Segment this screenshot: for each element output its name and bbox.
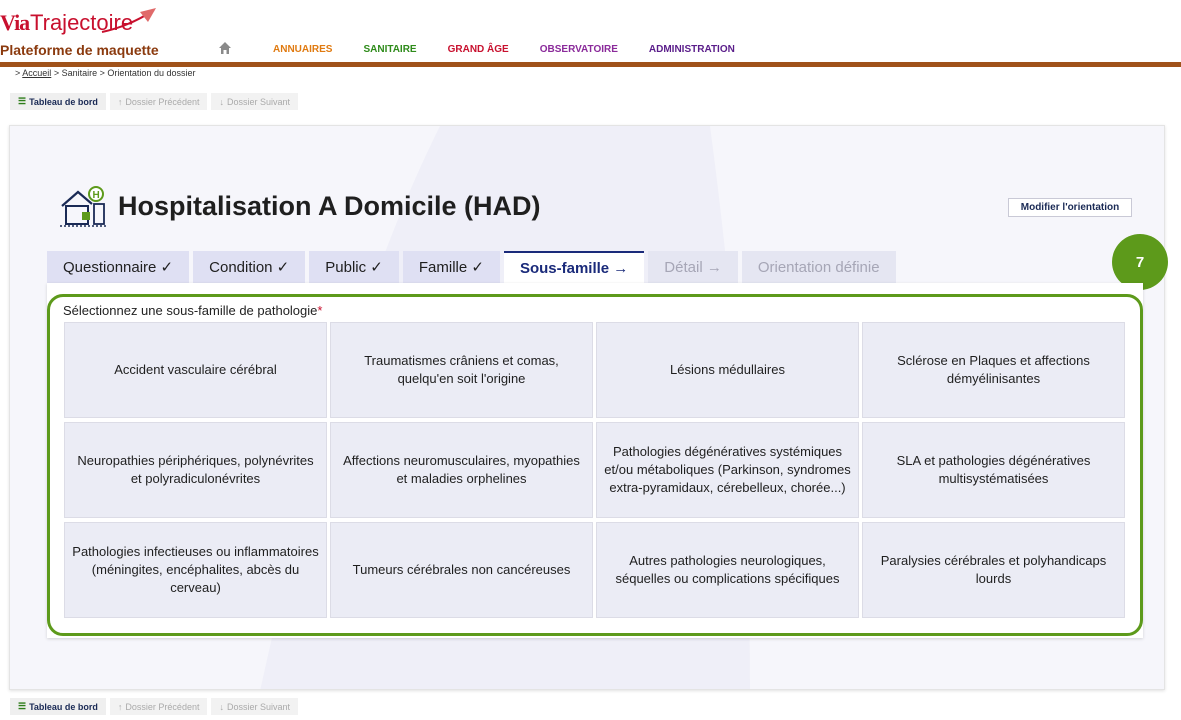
next-file-button[interactable] (211, 93, 298, 110)
subfamily-option[interactable]: Affections neuromusculaires, myopathies et maladies orphelines (330, 422, 593, 518)
subfamily-option[interactable]: Lésions médullaires (596, 322, 859, 418)
breadcrumb (15, 68, 195, 78)
arrow-down-icon: ↓ (219, 96, 224, 107)
subfamily-question (63, 303, 322, 318)
arrow-down-icon: ↓ (219, 701, 224, 712)
dashboard-label: Tableau de bord (29, 96, 98, 107)
previous-file-button[interactable] (110, 93, 208, 110)
list-icon: ☰ (18, 96, 27, 106)
next-file-label: Dossier Suivant (226, 96, 290, 107)
modify-orientation-button[interactable]: Modifier l'orientation (1008, 198, 1132, 217)
orientation-panel (9, 125, 1165, 690)
nav-item-observatoire[interactable]: OBSERVATOIRE (539, 44, 618, 55)
breadcrumb-section: Sanitaire (61, 68, 98, 78)
previous-file-button[interactable] (110, 698, 208, 715)
subfamily-option[interactable]: Autres pathologies neurologiques, séquelles ou complications spécifiques (596, 522, 859, 618)
page-title: Hospitalisation A Domicile (HAD) (118, 190, 541, 221)
question-label: Sélectionnez une sous-famille de pathologie (63, 303, 318, 318)
subfamily-option[interactable]: SLA et pathologies dégénératives multisystématisées (862, 422, 1125, 518)
home-icon[interactable] (218, 41, 232, 55)
dashboard-label: Tableau de bord (29, 701, 98, 712)
home-hospital-icon (58, 184, 108, 228)
tab-step-7: Orientation définie (742, 251, 896, 283)
top-toolbar (10, 93, 298, 110)
subfamily-option[interactable]: Neuropathies périphériques, polynévrites et polyradiculonévrites (64, 422, 327, 518)
previous-file-label: Dossier Précédent (125, 96, 200, 107)
subfamily-option[interactable]: Accident vasculaire cérébral (64, 322, 327, 418)
subfamily-option[interactable]: Pathologies infectieuses ou inflammatoires (méningites, encéphalites, abcès du cerveau) (64, 522, 327, 618)
subfamily-option[interactable]: Traumatismes crâniens et comas, quelqu'en soit l'origine (330, 322, 593, 418)
dashboard-button[interactable] (10, 93, 106, 110)
next-file-label: Dossier Suivant (226, 701, 290, 712)
bottom-toolbar (10, 698, 298, 715)
logo-via-text: Via (0, 10, 30, 35)
list-icon: ☰ (18, 701, 27, 711)
header-divider (0, 62, 1181, 67)
main-nav (273, 44, 766, 55)
step-number-badge: 7 (1112, 234, 1168, 290)
required-marker: * (317, 303, 323, 318)
site-name: Plateforme de maquette (0, 42, 159, 58)
logo-trajectoire-text: Trajectoire (30, 10, 134, 35)
subfamily-option[interactable]: Sclérose en Plaques et affections démyélinisantes (862, 322, 1125, 418)
nav-item-sanitaire[interactable]: SANITAIRE (363, 44, 417, 55)
tab-step-5[interactable]: Sous-famille → (504, 251, 644, 283)
nav-item-annuaires[interactable]: ANNUAIRES (273, 44, 333, 55)
subfamily-options-grid (64, 322, 1125, 618)
title-row (58, 181, 541, 231)
tab-step-3[interactable]: Public ✓ (309, 251, 399, 283)
tab-step-1[interactable]: Questionnaire ✓ (47, 251, 189, 283)
app-header (0, 0, 1181, 62)
viatrajectoire-logo[interactable] (0, 6, 160, 40)
tab-step-4[interactable]: Famille ✓ (403, 251, 500, 283)
breadcrumb-prefix: > (15, 68, 21, 78)
svg-text:H: H (92, 190, 100, 201)
step-tabs (47, 251, 896, 283)
arrow-up-icon: ↑ (117, 96, 123, 107)
breadcrumb-separator: > (99, 68, 105, 78)
nav-item-administration[interactable]: ADMINISTRATION (648, 44, 735, 55)
tab-step-2[interactable]: Condition ✓ (193, 251, 305, 283)
breadcrumb-home-link[interactable]: Accueil (22, 68, 52, 78)
breadcrumb-current: Orientation du dossier (107, 68, 196, 78)
subfamily-option[interactable]: Pathologies dégénératives systémiques et/ou métaboliques (Parkinson, syndromes extra-pyramidaux, cérebelleux, chorée...) (596, 422, 859, 518)
subfamily-option[interactable]: Paralysies cérébrales et polyhandicaps lourds (862, 522, 1125, 618)
previous-file-label: Dossier Précédent (125, 701, 200, 712)
next-file-button[interactable] (211, 698, 298, 715)
subfamily-option[interactable]: Tumeurs cérébrales non cancéreuses (330, 522, 593, 618)
nav-item-grand-ge[interactable]: GRAND ÂGE (447, 44, 509, 55)
arrow-up-icon: ↑ (117, 701, 123, 712)
breadcrumb-separator: > (53, 68, 60, 78)
dashboard-button[interactable] (10, 698, 106, 715)
tab-step-6: Détail → (648, 251, 738, 283)
logo-arrow-icon (100, 6, 158, 36)
